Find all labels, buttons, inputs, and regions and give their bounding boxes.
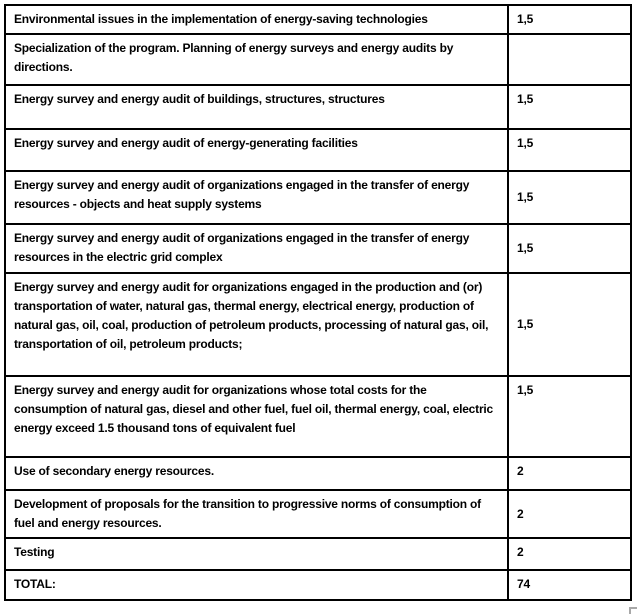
hours-cell: 1,5 bbox=[508, 5, 631, 34]
hours-cell: 1,5 bbox=[508, 171, 631, 224]
table-row bbox=[5, 5, 631, 34]
table-row bbox=[5, 224, 631, 273]
hours-cell: 1,5 bbox=[508, 224, 631, 273]
table-row bbox=[5, 273, 631, 376]
table-resize-handle[interactable] bbox=[629, 607, 637, 614]
hours-cell: 1,5 bbox=[508, 273, 631, 376]
topic-cell: Energy survey and energy audit of buildings, structures, structures bbox=[5, 85, 508, 129]
topic-cell: Energy survey and energy audit of energy-generating facilities bbox=[5, 129, 508, 171]
table-row bbox=[5, 376, 631, 457]
topic-cell: TOTAL: bbox=[5, 570, 508, 600]
table-row bbox=[5, 490, 631, 538]
hours-cell: 2 bbox=[508, 538, 631, 570]
hours-cell: 2 bbox=[508, 457, 631, 490]
hours-cell bbox=[508, 34, 631, 85]
topic-cell: Specialization of the program. Planning of energy surveys and energy audits by directions. bbox=[5, 34, 508, 85]
topic-cell: Energy survey and energy audit of organizations engaged in the transfer of energy resources - objects and heat supply systems bbox=[5, 171, 508, 224]
table-row bbox=[5, 570, 631, 600]
hours-cell: 74 bbox=[508, 570, 631, 600]
course-hours-table bbox=[4, 4, 632, 601]
topic-cell: Development of proposals for the transition to progressive norms of consumption of fuel and energy resources. bbox=[5, 490, 508, 538]
hours-cell: 1,5 bbox=[508, 85, 631, 129]
table-row bbox=[5, 457, 631, 490]
topic-cell: Environmental issues in the implementation of energy-saving technologies bbox=[5, 5, 508, 34]
table-row bbox=[5, 34, 631, 85]
table-row bbox=[5, 171, 631, 224]
hours-cell: 1,5 bbox=[508, 129, 631, 171]
topic-cell: Use of secondary energy resources. bbox=[5, 457, 508, 490]
topic-cell: Energy survey and energy audit for organizations engaged in the production and (or) transportation of water, natural gas, thermal energy, electrical energy, production of natural gas, oil, coal, production of petroleum products, processing of natural gas, oil, transportation of oil, petroleum products; bbox=[5, 273, 508, 376]
table-row bbox=[5, 538, 631, 570]
table-row bbox=[5, 129, 631, 171]
hours-cell: 2 bbox=[508, 490, 631, 538]
topic-cell: Testing bbox=[5, 538, 508, 570]
table-body bbox=[5, 5, 631, 600]
topic-cell: Energy survey and energy audit for organizations whose total costs for the consumption of natural gas, diesel and other fuel, fuel oil, thermal energy, coal, electric energy exceed 1.5 thousand tons of equivalent fuel bbox=[5, 376, 508, 457]
hours-cell: 1,5 bbox=[508, 376, 631, 457]
table-row bbox=[5, 85, 631, 129]
topic-cell: Energy survey and energy audit of organizations engaged in the transfer of energy resources in the electric grid complex bbox=[5, 224, 508, 273]
